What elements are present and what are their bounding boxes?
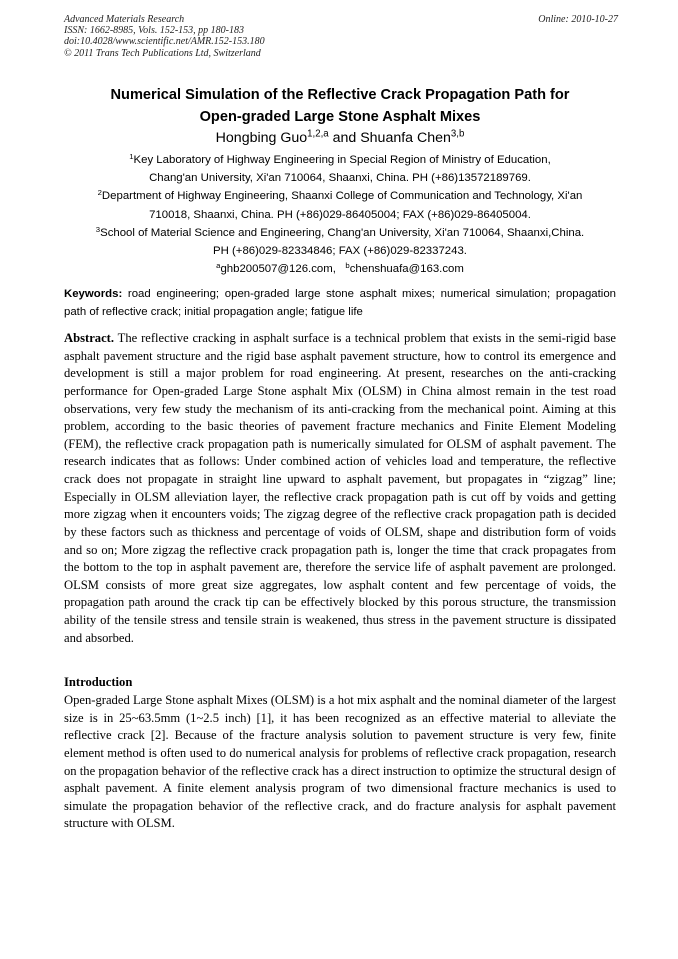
author-list	[60, 128, 620, 148]
doi-line: doi:10.4028/www.scientific.net/AMR.152-153.180	[64, 36, 265, 48]
copyright-line: © 2011 Trans Tech Publications Ltd, Switzerland	[64, 47, 261, 59]
author-affil-sup: 3,b	[450, 128, 465, 140]
online-date: Online: 2010-10-27	[538, 14, 618, 25]
keywords-label: Keywords:	[64, 288, 123, 300]
journal-name: Advanced Materials Research	[64, 14, 185, 25]
affiliation-line	[56, 224, 624, 242]
author-affil-sup: 1,2,a	[307, 128, 329, 140]
journal-header	[64, 14, 265, 59]
affiliations	[56, 151, 624, 278]
abstract-block	[64, 330, 616, 647]
affiliation-sup: 3	[95, 224, 101, 234]
affiliation-text: School of Material Science and Engineering, Chang'an University, Xi'an 710064, Shaanxi,China.	[100, 226, 585, 239]
affiliation-line: PH (+86)029-82334846; FAX (+86)029-82337243.	[213, 245, 467, 258]
email-b: chenshuafa@163.com	[349, 263, 464, 276]
email-sup: b	[345, 260, 350, 270]
introduction-heading: Introduction	[64, 675, 133, 689]
title-line-2: Open-graded Large Stone Asphalt Mixes	[199, 109, 481, 125]
email-line	[56, 260, 624, 278]
affiliation-line: Chang'an University, Xi'an 710064, Shaanxi, China. PH (+86)13572189769.	[149, 172, 531, 185]
paper-title	[60, 84, 620, 128]
keywords-text: road engineering; open-graded large stone asphalt mixes; numerical simulation; propagation path of reflective crack; initial propagation angle; fatigue life	[64, 288, 616, 318]
email-a: ghb200507@126.com,	[220, 263, 336, 276]
keywords-block	[64, 286, 616, 321]
affiliation-text: Department of Highway Engineering, Shaanxi College of Communication and Technology, Xi'an	[101, 190, 583, 203]
affiliation-text: Key Laboratory of Highway Engineering in Special Region of Ministry of Education,	[133, 154, 551, 166]
affiliation-sup: 2	[97, 188, 102, 198]
title-line-1: Numerical Simulation of the Reflective Crack Propagation Path for	[110, 87, 570, 103]
affiliation-line	[56, 187, 624, 205]
affiliation-line	[56, 151, 624, 169]
email-sup: a	[216, 260, 221, 270]
author-conjunction: and	[332, 130, 357, 146]
abstract-text: The reflective cracking in asphalt surface is a technical problem that exists in the semi-rigid base asphalt pavement structure and the rigid base asphalt pavement structure, how to control its emergence and development is still a major problem for road engineering. At present, researches on the anti-cracking performance for Open-graded Large Stone asphalt Mix (OLSM) in China almost remain in the test road observations, very few study the mechanism of its anti-cracking from the mechanical point. Aiming at this problem, according to the basic theories of pavement fracture mechanics and Finite Element Modeling (FEM), the reflective crack propagation path is numerically simulated for OLSM of asphalt pavement. The research indicates that as follows: Under combined action of vehicles load and temperature, the reflective crack does not propagate in straight line upward to asphalt pavement, but propagates in “zigzag” line; Especially in OLSM alleviation layer, the reflective crack propagation path is cut off by voids and getting more zigzag when it encounters voids; The zigzag degree of the reflective crack propagation path is decided by these factors such as thickness and percentage of voids of OLSM, shape and distribution form of voids and so on; More zigzag the reflective crack propagation path is, longer the time that crack propagates from the bottom to the top in asphalt pavement are, therefore the service life of asphalt pavement are prolonged. OLSM consists of more great size aggregates, low asphalt content and few percentage of voids, the propagation path around the crack tip can be effectively blocked by this porous structure, the transmission ability of the tensile stress and tensile strain is weakened, thus stress in the pavement structure is dissipated and absorbed.	[64, 331, 616, 645]
introduction-text: Open-graded Large Stone asphalt Mixes (OLSM) is a hot mix asphalt and the nominal diameter of the largest size is in 25~63.5mm (1~2.5 inch) [1], it has been recognized as an effective material to alleviate the reflective crack [2]. Because of the fracture analysis solution to pavement structure is very few, finite element method is often used to do numerical analysis for problems of reflective crack propagation, research on the propagation behavior of the reflective crack has a direct instruction to optimize the structural design of asphalt pavement. A finite element analysis program of two dimensional fracture mechanics is used to simulate the propagation behavior of the reflective crack, and do fracture analysis for asphalt pavement structure with OLSM.	[64, 693, 616, 831]
abstract-label: Abstract.	[64, 331, 115, 345]
author-name: Hongbing Guo	[215, 130, 308, 146]
author-name: Shuanfa Chen	[360, 130, 451, 146]
affiliation-line: 710018, Shaanxi, China. PH (+86)029-86405004; FAX (+86)029-86405004.	[149, 208, 531, 221]
affiliation-sup: 1	[129, 151, 134, 161]
issn-line: ISSN: 1662-8985, Vols. 152-153, pp 180-183	[64, 25, 244, 37]
